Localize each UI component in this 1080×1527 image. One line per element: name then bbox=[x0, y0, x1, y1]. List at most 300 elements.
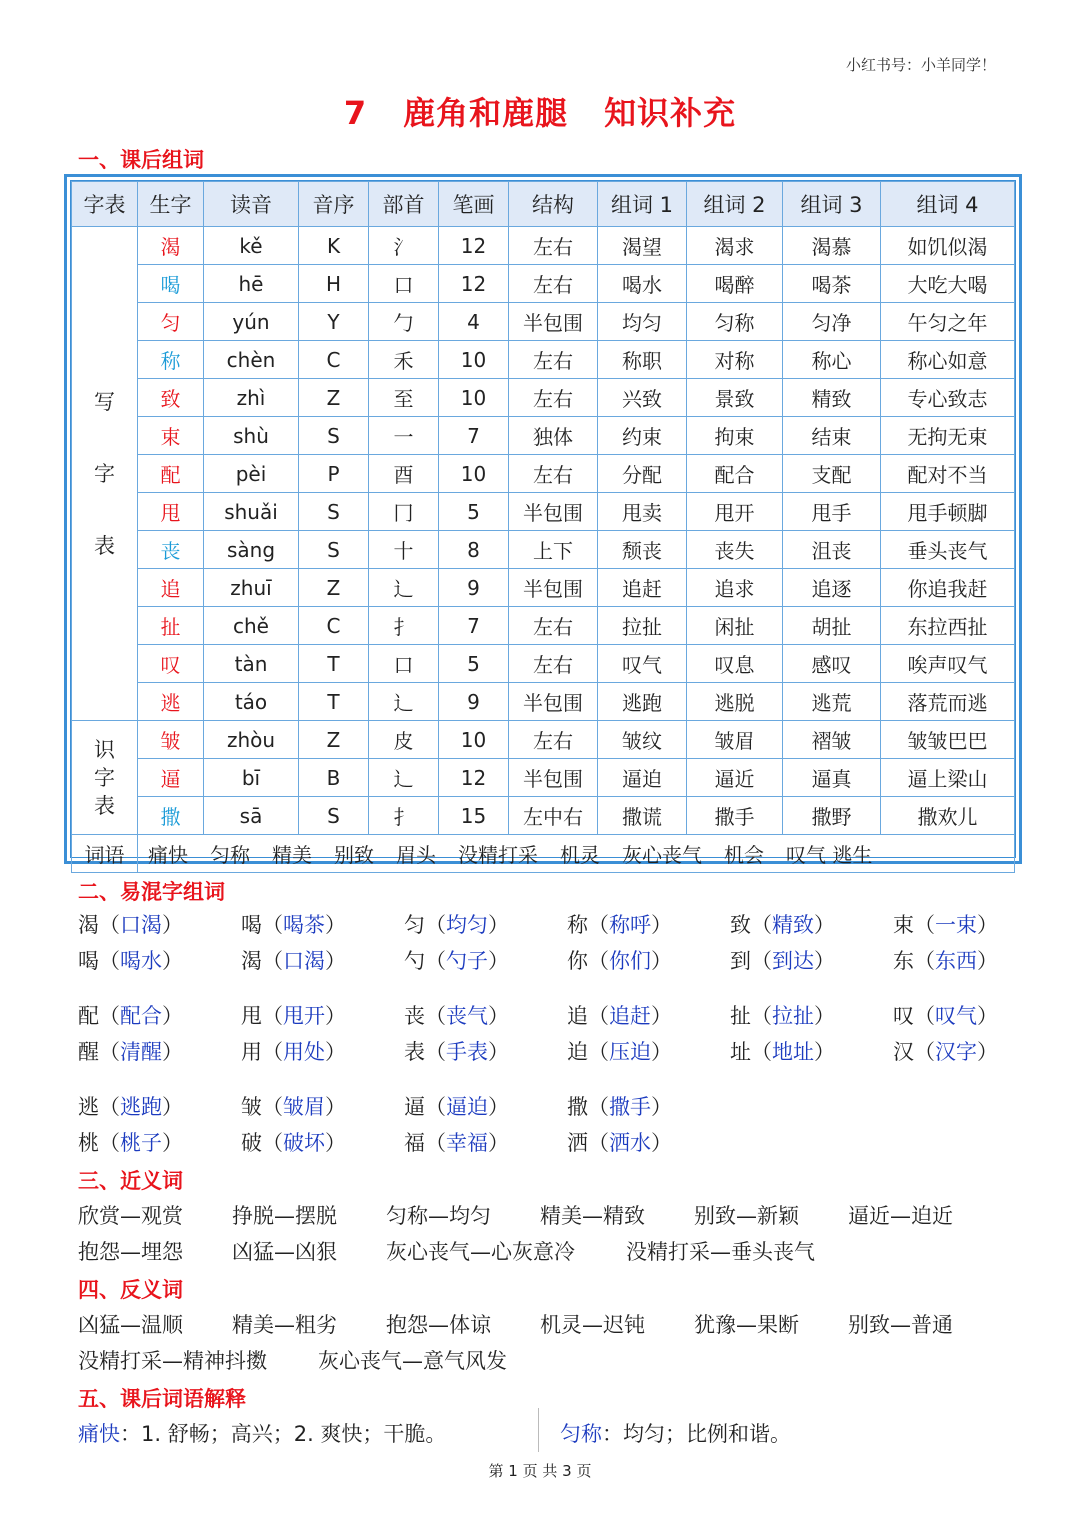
table-cell: 半包围 bbox=[509, 303, 598, 341]
table-cell: T bbox=[299, 683, 369, 721]
confusable-char: 迫 bbox=[567, 1040, 588, 1064]
table-cell: 叹息 bbox=[687, 645, 783, 683]
table-cell: 叹气 bbox=[598, 645, 687, 683]
confusable-item: 扯（拉扯） bbox=[730, 1004, 835, 1028]
confusable-char: 致 bbox=[730, 913, 751, 937]
confusable-char: 到 bbox=[730, 949, 751, 973]
lesson-number: 7 bbox=[343, 94, 368, 132]
confusable-char: 渴 bbox=[241, 949, 262, 973]
confusable-item: 匀（均匀） bbox=[404, 913, 509, 937]
confusable-item: 桃（桃子） bbox=[78, 1131, 183, 1155]
confusable-char: 喝 bbox=[78, 949, 99, 973]
table-cell: tàn bbox=[204, 645, 299, 683]
confusable-word: 喝茶 bbox=[283, 913, 325, 937]
confusable-item: 渴（口渴） bbox=[241, 949, 346, 973]
word-item: 灰心丧气 bbox=[622, 843, 702, 867]
table-cell: S bbox=[299, 531, 369, 569]
table-cell: 专心致志 bbox=[881, 379, 1015, 417]
table-cell: S bbox=[299, 417, 369, 455]
confusable-char: 表 bbox=[404, 1040, 425, 1064]
table-header-row bbox=[72, 182, 1015, 227]
word-item: 叹气 逃生 bbox=[786, 843, 873, 867]
character-cell: 配 bbox=[138, 455, 204, 493]
word-item: 精美 bbox=[272, 843, 312, 867]
table-cell: pèi bbox=[204, 455, 299, 493]
synonyms-pair: 抱怨—埋怨 bbox=[78, 1240, 183, 1264]
confusable-item: 束（一束） bbox=[893, 913, 998, 937]
confusable-char: 扯 bbox=[730, 1004, 751, 1028]
character-cell: 追 bbox=[138, 569, 204, 607]
confusable-word: 均匀 bbox=[446, 913, 488, 937]
table-cell: 半包围 bbox=[509, 759, 598, 797]
table-cell: 景致 bbox=[687, 379, 783, 417]
confusable-char: 东 bbox=[893, 949, 914, 973]
table-cell: H bbox=[299, 265, 369, 303]
character-cell: 逼 bbox=[138, 759, 204, 797]
confusable-char: 桃 bbox=[78, 1131, 99, 1155]
section-heading-4: 四、反义词 bbox=[78, 1278, 183, 1302]
table-cell: 逼上梁山 bbox=[881, 759, 1015, 797]
synonyms-pair: 灰心丧气—心灰意冷 bbox=[386, 1240, 575, 1264]
table-cell: 渴慕 bbox=[783, 227, 881, 265]
table-cell: 10 bbox=[439, 341, 509, 379]
confusable-item: 撒（撒手） bbox=[567, 1095, 672, 1119]
table-cell: 拘束 bbox=[687, 417, 783, 455]
confusable-word: 皱眉 bbox=[283, 1095, 325, 1119]
confusable-item: 甩（甩开） bbox=[241, 1004, 346, 1028]
table-cell: C bbox=[299, 607, 369, 645]
table-cell: chèn bbox=[204, 341, 299, 379]
table-row bbox=[72, 531, 1015, 569]
confusable-char: 撒 bbox=[567, 1095, 588, 1119]
table-header-cell: 部首 bbox=[369, 182, 439, 227]
table-cell: 口 bbox=[369, 645, 439, 683]
confusable-word: 勺子 bbox=[446, 949, 488, 973]
section-heading-5: 五、课后词语解释 bbox=[78, 1387, 246, 1411]
table-cell: 喝醉 bbox=[687, 265, 783, 303]
table-cell: 垂头丧气 bbox=[881, 531, 1015, 569]
table-cell: 兴致 bbox=[598, 379, 687, 417]
table-cell: B bbox=[299, 759, 369, 797]
confusable-item: 福（幸福） bbox=[404, 1131, 509, 1155]
table-cell: 结束 bbox=[783, 417, 881, 455]
character-cell: 致 bbox=[138, 379, 204, 417]
table-cell: 半包围 bbox=[509, 493, 598, 531]
word-item: 别致 bbox=[334, 843, 374, 867]
synonyms-pair: 逼近—迫近 bbox=[848, 1204, 953, 1228]
confusable-item: 勺（勺子） bbox=[404, 949, 509, 973]
confusable-char: 丧 bbox=[404, 1004, 425, 1028]
section-heading-3: 三、近义词 bbox=[78, 1169, 183, 1193]
confusable-char: 配 bbox=[78, 1004, 99, 1028]
category-char: 写 bbox=[94, 389, 115, 414]
word-item: 机灵 bbox=[560, 843, 600, 867]
confusable-word: 称呼 bbox=[609, 913, 651, 937]
confusable-item: 到（到达） bbox=[730, 949, 835, 973]
table-cell: 颓丧 bbox=[598, 531, 687, 569]
table-cell: zhì bbox=[204, 379, 299, 417]
table-header-cell: 音序 bbox=[299, 182, 369, 227]
table-cell: 甩手 bbox=[783, 493, 881, 531]
table-cell: 逼迫 bbox=[598, 759, 687, 797]
table-cell: 辶 bbox=[369, 569, 439, 607]
table-cell: 7 bbox=[439, 607, 509, 645]
table-cell: 唉声叹气 bbox=[881, 645, 1015, 683]
category-char: 表 bbox=[94, 793, 115, 818]
table-cell: 勹 bbox=[369, 303, 439, 341]
character-cell: 匀 bbox=[138, 303, 204, 341]
words-row bbox=[72, 835, 1015, 873]
table-cell: 逃荒 bbox=[783, 683, 881, 721]
table-header-cell: 字表 bbox=[72, 182, 138, 227]
category-char: 识 bbox=[94, 737, 115, 762]
confusable-char: 称 bbox=[567, 913, 588, 937]
confusable-item: 逃（逃跑） bbox=[78, 1095, 183, 1119]
table-cell: 撒欢儿 bbox=[881, 797, 1015, 835]
table-cell: 酉 bbox=[369, 455, 439, 493]
table-cell: 你追我赶 bbox=[881, 569, 1015, 607]
divider bbox=[538, 1408, 539, 1452]
table-row bbox=[72, 417, 1015, 455]
definition-text: ：1. 舒畅；高兴；2. 爽快；干脆。 bbox=[120, 1422, 447, 1446]
table-cell: 左右 bbox=[509, 227, 598, 265]
table-cell: 氵 bbox=[369, 227, 439, 265]
confusable-word: 拉扯 bbox=[772, 1004, 814, 1028]
confusable-word: 汉字 bbox=[935, 1040, 977, 1064]
antonyms-pair: 精美—粗劣 bbox=[232, 1313, 337, 1337]
character-cell: 喝 bbox=[138, 265, 204, 303]
word-item: 机会 bbox=[724, 843, 764, 867]
vocab-table-frame bbox=[64, 174, 1022, 867]
table-cell: hē bbox=[204, 265, 299, 303]
table-row bbox=[72, 303, 1015, 341]
table-cell: 左右 bbox=[509, 265, 598, 303]
confusable-item: 破（破坏） bbox=[241, 1131, 346, 1155]
table-row bbox=[72, 683, 1015, 721]
table-cell: 7 bbox=[439, 417, 509, 455]
confusable-char: 逼 bbox=[404, 1095, 425, 1119]
confusable-word: 逃跑 bbox=[120, 1095, 162, 1119]
confusable-word: 丧气 bbox=[446, 1004, 488, 1028]
confusable-word: 用处 bbox=[283, 1040, 325, 1064]
confusable-char: 束 bbox=[893, 913, 914, 937]
confusable-row bbox=[78, 1036, 1058, 1072]
table-cell: 无拘无束 bbox=[881, 417, 1015, 455]
table-cell: zhuī bbox=[204, 569, 299, 607]
table-cell: 5 bbox=[439, 493, 509, 531]
table-cell: 东拉西扯 bbox=[881, 607, 1015, 645]
definition-1 bbox=[78, 1418, 446, 1448]
table-header-cell: 笔画 bbox=[439, 182, 509, 227]
confusable-word: 手表 bbox=[446, 1040, 488, 1064]
confusable-char: 福 bbox=[404, 1131, 425, 1155]
confusable-word: 叹气 bbox=[935, 1004, 977, 1028]
table-header-cell: 组词 3 bbox=[783, 182, 881, 227]
table-cell: 8 bbox=[439, 531, 509, 569]
category-char: 字 bbox=[94, 765, 115, 790]
definition-2 bbox=[560, 1418, 791, 1448]
confusable-row bbox=[78, 909, 1058, 945]
table-header-cell: 组词 4 bbox=[881, 182, 1015, 227]
confusable-row bbox=[78, 1000, 1058, 1036]
confusable-item: 醒（清醒） bbox=[78, 1040, 183, 1064]
table-cell: 拉扯 bbox=[598, 607, 687, 645]
antonyms-pair: 机灵—迟钝 bbox=[540, 1313, 645, 1337]
table-cell: 禾 bbox=[369, 341, 439, 379]
confusable-row bbox=[78, 1127, 1058, 1163]
antonyms-pair: 犹豫—果断 bbox=[694, 1313, 799, 1337]
table-cell: 精致 bbox=[783, 379, 881, 417]
table-cell: 左中右 bbox=[509, 797, 598, 835]
synonyms-pair: 匀称—均匀 bbox=[386, 1204, 491, 1228]
table-cell: 5 bbox=[439, 645, 509, 683]
table-header-cell: 读音 bbox=[204, 182, 299, 227]
vocab-table bbox=[71, 181, 1015, 873]
confusable-row bbox=[78, 1091, 1058, 1127]
confusable-char: 渴 bbox=[78, 913, 99, 937]
confusable-word: 甩开 bbox=[283, 1004, 325, 1028]
table-cell: 追赶 bbox=[598, 569, 687, 607]
character-cell: 皱 bbox=[138, 721, 204, 759]
table-cell: kě bbox=[204, 227, 299, 265]
confusable-item: 迫（压迫） bbox=[567, 1040, 672, 1064]
table-cell: Z bbox=[299, 721, 369, 759]
table-cell: sā bbox=[204, 797, 299, 835]
table-header-cell: 结构 bbox=[509, 182, 598, 227]
definition-term: 痛快 bbox=[78, 1422, 120, 1446]
confusable-item: 皱（皱眉） bbox=[241, 1095, 346, 1119]
confusable-char: 匀 bbox=[404, 913, 425, 937]
confusable-item: 洒（洒水） bbox=[567, 1131, 672, 1155]
table-cell: 午匀之年 bbox=[881, 303, 1015, 341]
confusable-char: 逃 bbox=[78, 1095, 99, 1119]
page-footer: 第 1 页 共 3 页 bbox=[488, 1462, 592, 1480]
table-cell: 逼近 bbox=[687, 759, 783, 797]
table-cell: 逃脱 bbox=[687, 683, 783, 721]
table-row bbox=[72, 379, 1015, 417]
definition-text: ：均匀；比例和谐。 bbox=[602, 1422, 791, 1446]
table-cell: 配合 bbox=[687, 455, 783, 493]
table-header-cell: 组词 2 bbox=[687, 182, 783, 227]
table-row bbox=[72, 455, 1015, 493]
antonyms-pair: 抱怨—体谅 bbox=[386, 1313, 491, 1337]
table-cell: 左右 bbox=[509, 607, 598, 645]
category-char: 字 bbox=[94, 461, 115, 486]
confusable-char: 勺 bbox=[404, 949, 425, 973]
confusable-word: 一束 bbox=[935, 913, 977, 937]
character-cell: 丧 bbox=[138, 531, 204, 569]
table-cell: 称职 bbox=[598, 341, 687, 379]
character-cell: 扯 bbox=[138, 607, 204, 645]
table-cell: 12 bbox=[439, 759, 509, 797]
table-cell: S bbox=[299, 493, 369, 531]
table-cell: 12 bbox=[439, 227, 509, 265]
table-cell: 口 bbox=[369, 265, 439, 303]
confusable-word: 东西 bbox=[935, 949, 977, 973]
table-cell: 逼真 bbox=[783, 759, 881, 797]
confusable-char: 洒 bbox=[567, 1131, 588, 1155]
character-cell: 甩 bbox=[138, 493, 204, 531]
synonyms-pair: 欣赏—观赏 bbox=[78, 1204, 183, 1228]
synonyms-pair: 凶猛—凶狠 bbox=[232, 1240, 337, 1264]
confusable-word: 洒水 bbox=[609, 1131, 651, 1155]
table-cell: 4 bbox=[439, 303, 509, 341]
table-cell: 大吃大喝 bbox=[881, 265, 1015, 303]
table-cell: shuǎi bbox=[204, 493, 299, 531]
table-cell: 均匀 bbox=[598, 303, 687, 341]
table-cell: P bbox=[299, 455, 369, 493]
table-cell: 半包围 bbox=[509, 569, 598, 607]
table-cell: 匀净 bbox=[783, 303, 881, 341]
table-cell: bī bbox=[204, 759, 299, 797]
confusable-item: 表（手表） bbox=[404, 1040, 509, 1064]
confusable-word: 撒手 bbox=[609, 1095, 651, 1119]
table-row bbox=[72, 607, 1015, 645]
table-cell: K bbox=[299, 227, 369, 265]
table-cell: Y bbox=[299, 303, 369, 341]
table-cell: 左右 bbox=[509, 379, 598, 417]
table-cell: 撒手 bbox=[687, 797, 783, 835]
table-row bbox=[72, 645, 1015, 683]
table-cell: 9 bbox=[439, 569, 509, 607]
table-cell: 左右 bbox=[509, 645, 598, 683]
table-row bbox=[72, 227, 1015, 265]
table-row bbox=[72, 341, 1015, 379]
confusable-item: 称（称呼） bbox=[567, 913, 672, 937]
confusable-item: 址（地址） bbox=[730, 1040, 835, 1064]
word-item: 没精打采 bbox=[458, 843, 538, 867]
table-cell: S bbox=[299, 797, 369, 835]
table-cell: táo bbox=[204, 683, 299, 721]
table-cell: 10 bbox=[439, 455, 509, 493]
confusable-item: 你（你们） bbox=[567, 949, 672, 973]
confusable-word: 口渴 bbox=[283, 949, 325, 973]
character-cell: 逃 bbox=[138, 683, 204, 721]
table-row bbox=[72, 265, 1015, 303]
table-cell: 逃跑 bbox=[598, 683, 687, 721]
words-cell bbox=[138, 835, 1015, 873]
confusable-item: 叹（叹气） bbox=[893, 1004, 998, 1028]
confusable-char: 追 bbox=[567, 1004, 588, 1028]
category-char: 表 bbox=[94, 533, 115, 558]
table-cell: 胡扯 bbox=[783, 607, 881, 645]
table-cell: 追求 bbox=[687, 569, 783, 607]
confusable-char: 汉 bbox=[893, 1040, 914, 1064]
table-cell: 皱纹 bbox=[598, 721, 687, 759]
confusable-item: 丧（丧气） bbox=[404, 1004, 509, 1028]
table-cell: sàng bbox=[204, 531, 299, 569]
words-label: 词语 bbox=[72, 835, 138, 873]
category-cell-recognize bbox=[72, 721, 138, 835]
confusable-item: 追（追赶） bbox=[567, 1004, 672, 1028]
confusable-word: 清醒 bbox=[120, 1040, 162, 1064]
confusable-char: 甩 bbox=[241, 1004, 262, 1028]
table-cell: Z bbox=[299, 379, 369, 417]
table-cell: 追逐 bbox=[783, 569, 881, 607]
confusable-char: 你 bbox=[567, 949, 588, 973]
confusable-word: 逼迫 bbox=[446, 1095, 488, 1119]
table-cell: T bbox=[299, 645, 369, 683]
confusable-char: 叹 bbox=[893, 1004, 914, 1028]
table-cell: 9 bbox=[439, 683, 509, 721]
confusable-word: 幸福 bbox=[446, 1131, 488, 1155]
table-cell: 约束 bbox=[598, 417, 687, 455]
antonyms-pair: 没精打采—精神抖擞 bbox=[78, 1349, 267, 1373]
confusable-item: 渴（口渴） bbox=[78, 913, 183, 937]
table-cell: 皱眉 bbox=[687, 721, 783, 759]
account-label: 小红书号：小羊同学！ bbox=[845, 56, 996, 74]
section-heading-1: 一、课后组词 bbox=[78, 148, 204, 172]
table-row bbox=[72, 493, 1015, 531]
table-cell: 对称 bbox=[687, 341, 783, 379]
antonyms-pair: 灰心丧气—意气风发 bbox=[318, 1349, 507, 1373]
table-cell: 配对不当 bbox=[881, 455, 1015, 493]
table-cell: 左右 bbox=[509, 721, 598, 759]
table-cell: 甩手顿脚 bbox=[881, 493, 1015, 531]
table-cell: 至 bbox=[369, 379, 439, 417]
confusable-word: 精致 bbox=[772, 913, 814, 937]
table-cell: 十 bbox=[369, 531, 439, 569]
table-cell: 撒谎 bbox=[598, 797, 687, 835]
confusable-item: 逼（逼迫） bbox=[404, 1095, 509, 1119]
table-cell: 沮丧 bbox=[783, 531, 881, 569]
table-cell: 皮 bbox=[369, 721, 439, 759]
character-cell: 束 bbox=[138, 417, 204, 455]
confusable-word: 破坏 bbox=[283, 1131, 325, 1155]
confusable-word: 配合 bbox=[120, 1004, 162, 1028]
table-cell: 喝茶 bbox=[783, 265, 881, 303]
confusable-char: 皱 bbox=[241, 1095, 262, 1119]
confusable-item: 致（精致） bbox=[730, 913, 835, 937]
table-cell: 12 bbox=[439, 265, 509, 303]
table-cell: 甩卖 bbox=[598, 493, 687, 531]
confusable-char: 醒 bbox=[78, 1040, 99, 1064]
table-cell: 冂 bbox=[369, 493, 439, 531]
table-cell: yún bbox=[204, 303, 299, 341]
table-cell: 撒野 bbox=[783, 797, 881, 835]
section-heading-2: 二、易混字组词 bbox=[78, 880, 225, 904]
table-cell: 褶皱 bbox=[783, 721, 881, 759]
table-cell: 支配 bbox=[783, 455, 881, 493]
table-cell: 一 bbox=[369, 417, 439, 455]
table-cell: 称心如意 bbox=[881, 341, 1015, 379]
table-row bbox=[72, 797, 1015, 835]
table-cell: 10 bbox=[439, 379, 509, 417]
confusable-char: 址 bbox=[730, 1040, 751, 1064]
table-cell: shù bbox=[204, 417, 299, 455]
table-cell: zhòu bbox=[204, 721, 299, 759]
table-cell: 扌 bbox=[369, 607, 439, 645]
confusable-word: 喝水 bbox=[120, 949, 162, 973]
table-cell: 匀称 bbox=[687, 303, 783, 341]
table-row bbox=[72, 569, 1015, 607]
page-title bbox=[0, 88, 1080, 134]
confusable-item: 喝（喝水） bbox=[78, 949, 183, 973]
antonyms-pair: 凶猛—温顺 bbox=[78, 1313, 183, 1337]
synonyms-pair: 没精打采—垂头丧气 bbox=[626, 1240, 815, 1264]
table-cell: 如饥似渴 bbox=[881, 227, 1015, 265]
table-cell: 分配 bbox=[598, 455, 687, 493]
table-cell: 15 bbox=[439, 797, 509, 835]
table-cell: 渴求 bbox=[687, 227, 783, 265]
table-cell: 闲扯 bbox=[687, 607, 783, 645]
table-cell: 左右 bbox=[509, 341, 598, 379]
confusable-item: 汉（汉字） bbox=[893, 1040, 998, 1064]
confusable-row bbox=[78, 945, 1058, 981]
confusable-char: 用 bbox=[241, 1040, 262, 1064]
lesson-title: 鹿角和鹿腿 bbox=[403, 94, 569, 132]
synonyms-pair: 挣脱—摆脱 bbox=[232, 1204, 337, 1228]
